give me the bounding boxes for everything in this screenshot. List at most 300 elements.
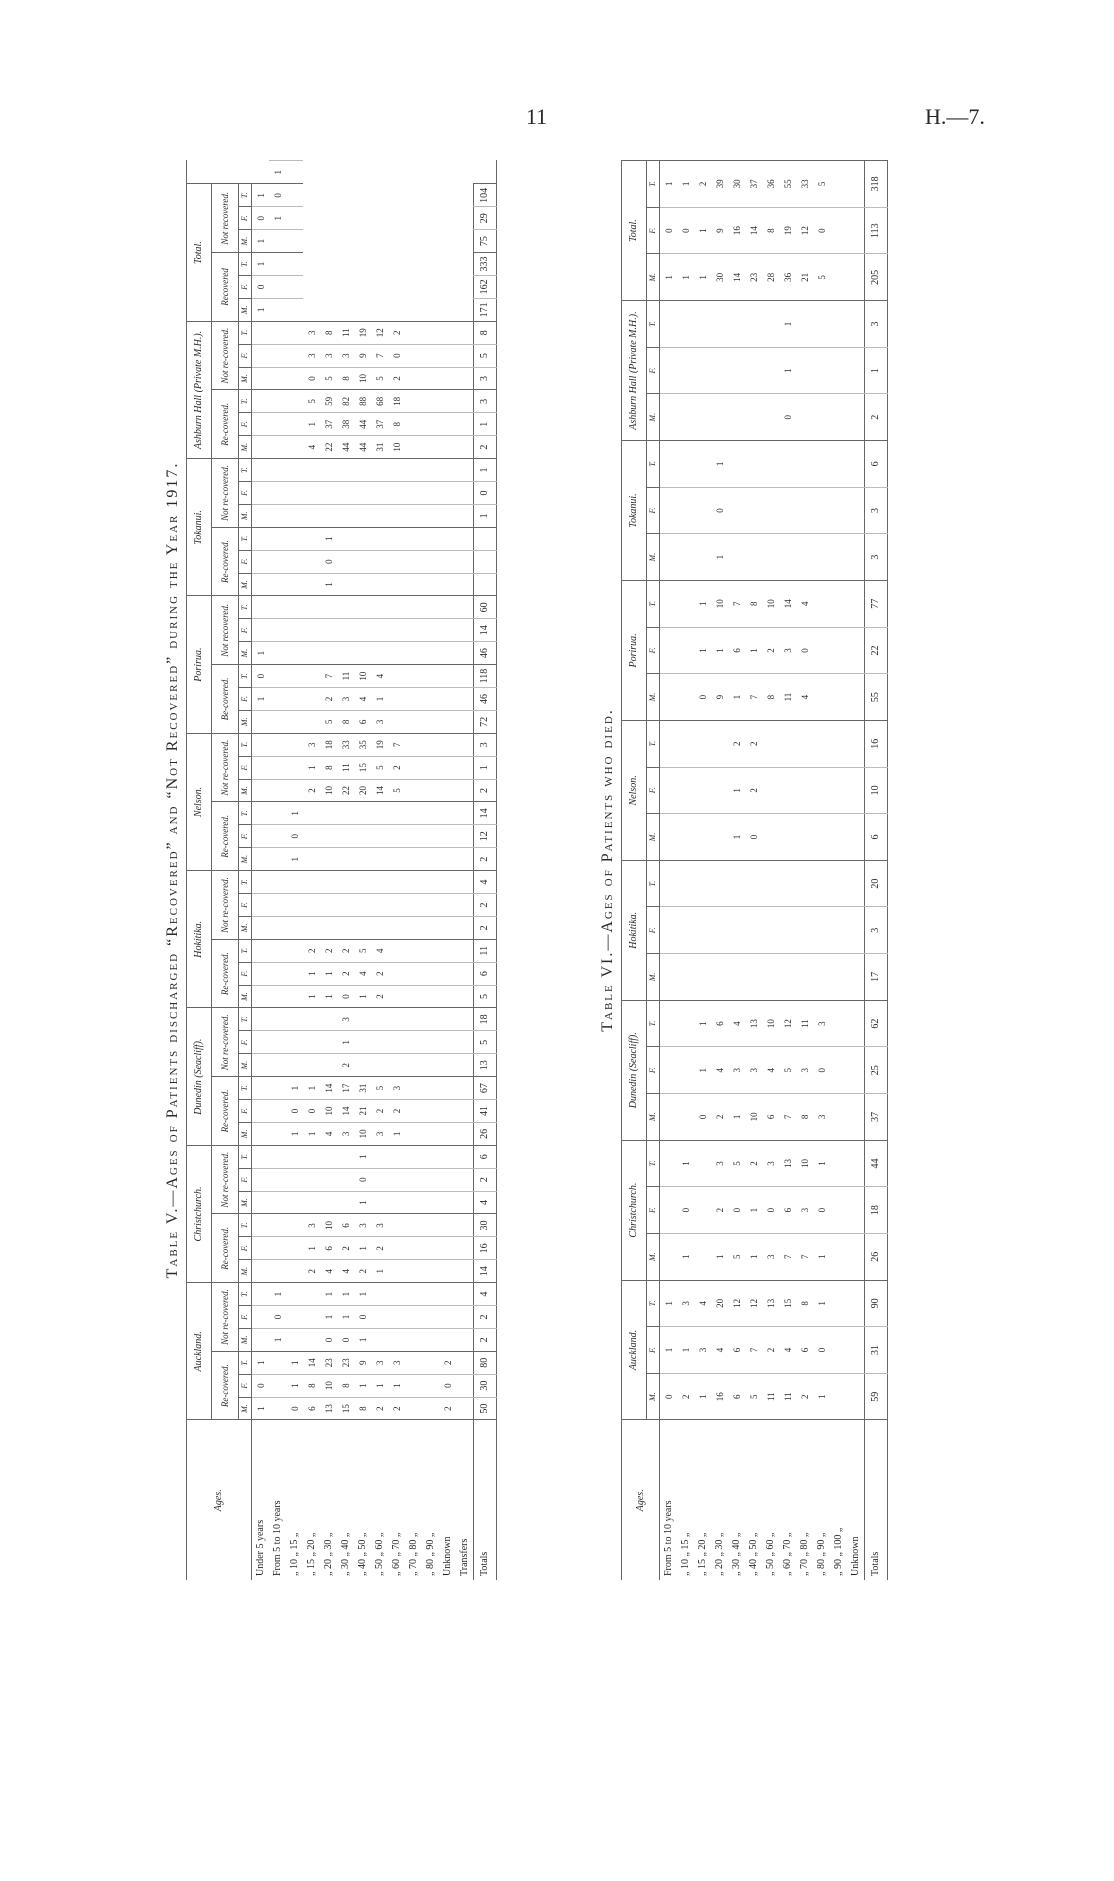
institution-header: Dunedin (Seacliff). bbox=[622, 1000, 647, 1140]
sex-header: T. bbox=[647, 1140, 660, 1187]
value-cell bbox=[269, 619, 286, 642]
value-cell bbox=[269, 1168, 286, 1191]
value-cell bbox=[354, 871, 371, 894]
value-cell bbox=[422, 985, 439, 1008]
value-cell bbox=[779, 954, 796, 1001]
sex-header: F. bbox=[647, 1047, 660, 1094]
value-cell bbox=[745, 860, 762, 907]
value-cell: 37 bbox=[320, 413, 337, 436]
value-cell bbox=[745, 441, 762, 488]
value-cell bbox=[762, 301, 779, 348]
value-cell bbox=[405, 1260, 422, 1283]
value-cell bbox=[405, 436, 422, 459]
value-cell bbox=[269, 1008, 286, 1031]
sex-header: T. bbox=[239, 390, 252, 413]
value-cell bbox=[371, 573, 388, 596]
age-label: From 5 to 10 years bbox=[269, 1420, 286, 1580]
sex-header: M. bbox=[239, 1397, 252, 1420]
value-cell bbox=[388, 1191, 405, 1214]
value-cell bbox=[354, 1031, 371, 1054]
value-cell: 28 bbox=[762, 254, 779, 301]
value-cell: 0 bbox=[337, 1328, 354, 1351]
value-cell: 16 bbox=[728, 207, 745, 254]
total-cell: 13 bbox=[474, 1054, 497, 1077]
value-cell bbox=[660, 720, 678, 767]
value-cell: 14 bbox=[320, 1077, 337, 1100]
institution-header: Auckland. bbox=[187, 1283, 212, 1420]
sex-header: M. bbox=[239, 1260, 252, 1283]
value-cell bbox=[660, 441, 678, 488]
value-cell bbox=[354, 596, 371, 619]
value-cell: 0 bbox=[813, 1327, 830, 1374]
total-cell: 26 bbox=[865, 1233, 888, 1280]
institution-header: Christchurch. bbox=[622, 1140, 647, 1280]
value-cell bbox=[303, 550, 320, 573]
value-cell bbox=[337, 550, 354, 573]
total-cell: 0 bbox=[474, 481, 497, 504]
value-cell bbox=[422, 1191, 439, 1214]
institution-header: Nelson. bbox=[187, 733, 212, 870]
sex-header: M. bbox=[239, 1122, 252, 1145]
value-cell bbox=[371, 550, 388, 573]
sex-header: T. bbox=[239, 253, 252, 276]
value-cell bbox=[847, 487, 865, 534]
sex-header: M. bbox=[239, 436, 252, 459]
value-cell bbox=[286, 1328, 303, 1351]
value-cell bbox=[320, 802, 337, 825]
value-cell bbox=[830, 207, 847, 254]
value-cell: 1 bbox=[677, 254, 694, 301]
value-cell bbox=[694, 1187, 711, 1234]
value-cell: 1 bbox=[320, 985, 337, 1008]
value-cell bbox=[269, 344, 286, 367]
value-cell: 1 bbox=[286, 1351, 303, 1374]
value-cell bbox=[830, 487, 847, 534]
value-cell: 11 bbox=[337, 321, 354, 344]
value-cell bbox=[252, 1260, 270, 1283]
value-cell: 38 bbox=[337, 413, 354, 436]
value-cell bbox=[847, 207, 865, 254]
age-label: „ 10 „ 15 „ bbox=[286, 1420, 303, 1580]
value-cell bbox=[694, 347, 711, 394]
value-cell: 2 bbox=[762, 627, 779, 674]
value-cell bbox=[422, 642, 439, 665]
value-cell: 7 bbox=[371, 344, 388, 367]
value-cell bbox=[422, 1100, 439, 1123]
value-cell bbox=[269, 298, 286, 321]
value-cell bbox=[252, 596, 270, 619]
value-cell: 8 bbox=[303, 1374, 320, 1397]
value-cell bbox=[422, 527, 439, 550]
value-cell bbox=[796, 347, 813, 394]
value-cell: 5 bbox=[354, 939, 371, 962]
sex-header: M. bbox=[647, 394, 660, 441]
value-cell bbox=[830, 627, 847, 674]
age-label: „ 80 „ 90 „ bbox=[813, 1420, 830, 1580]
value-cell bbox=[847, 627, 865, 674]
value-cell bbox=[269, 1374, 286, 1397]
sex-header: T. bbox=[239, 527, 252, 550]
value-cell bbox=[405, 848, 422, 871]
value-cell: 1 bbox=[728, 814, 745, 861]
value-cell: 10 bbox=[354, 367, 371, 390]
value-cell bbox=[286, 527, 303, 550]
value-cell bbox=[337, 848, 354, 871]
value-cell: 10 bbox=[762, 1000, 779, 1047]
subgroup-header: Not re-covered. bbox=[212, 321, 239, 390]
value-cell bbox=[439, 1077, 456, 1100]
value-cell bbox=[439, 733, 456, 756]
age-label: „ 50 „ 60 „ bbox=[762, 1420, 779, 1580]
value-cell: 1 bbox=[252, 642, 270, 665]
value-cell bbox=[320, 916, 337, 939]
value-cell: 68 bbox=[371, 390, 388, 413]
value-cell bbox=[660, 580, 678, 627]
value-cell bbox=[660, 1233, 678, 1280]
value-cell bbox=[456, 779, 474, 802]
total-cell: 2 bbox=[474, 779, 497, 802]
total-cell: 55 bbox=[865, 674, 888, 721]
value-cell bbox=[830, 394, 847, 441]
value-cell bbox=[439, 1100, 456, 1123]
value-cell bbox=[847, 534, 865, 581]
value-cell: 2 bbox=[711, 1187, 728, 1234]
value-cell: 1 bbox=[694, 254, 711, 301]
value-cell bbox=[388, 871, 405, 894]
sex-header: F. bbox=[239, 619, 252, 642]
value-cell bbox=[439, 825, 456, 848]
value-cell bbox=[422, 1031, 439, 1054]
age-label: „ 80 „ 90 „ bbox=[422, 1420, 439, 1580]
value-cell: 11 bbox=[337, 665, 354, 688]
value-cell: 5 bbox=[388, 779, 405, 802]
value-cell bbox=[252, 1214, 270, 1237]
value-cell bbox=[269, 1214, 286, 1237]
value-cell bbox=[439, 413, 456, 436]
value-cell bbox=[422, 916, 439, 939]
value-cell bbox=[269, 939, 286, 962]
value-cell: 8 bbox=[337, 367, 354, 390]
value-cell: 1 bbox=[303, 962, 320, 985]
value-cell bbox=[456, 504, 474, 527]
value-cell bbox=[371, 871, 388, 894]
value-cell bbox=[456, 1145, 474, 1168]
value-cell bbox=[303, 1145, 320, 1168]
value-cell bbox=[337, 504, 354, 527]
value-cell bbox=[677, 534, 694, 581]
value-cell bbox=[371, 1031, 388, 1054]
value-cell: 4 bbox=[371, 665, 388, 688]
value-cell: 1 bbox=[371, 688, 388, 711]
value-cell bbox=[388, 481, 405, 504]
value-cell bbox=[728, 487, 745, 534]
value-cell: 0 bbox=[252, 275, 270, 298]
value-cell bbox=[405, 1374, 422, 1397]
value-cell bbox=[286, 1031, 303, 1054]
value-cell bbox=[303, 1168, 320, 1191]
value-cell bbox=[405, 321, 422, 344]
value-cell bbox=[354, 504, 371, 527]
value-cell: 1 bbox=[252, 688, 270, 711]
value-cell bbox=[830, 1187, 847, 1234]
sex-header: T. bbox=[647, 580, 660, 627]
value-cell bbox=[286, 1054, 303, 1077]
total-cell: 104 bbox=[474, 184, 497, 207]
sex-header: M. bbox=[239, 779, 252, 802]
value-cell: 13 bbox=[762, 1280, 779, 1327]
value-cell bbox=[388, 1008, 405, 1031]
table-row bbox=[762, 161, 779, 1581]
total-cell: 4 bbox=[474, 871, 497, 894]
value-cell bbox=[830, 720, 847, 767]
value-cell bbox=[405, 504, 422, 527]
value-cell: 1 bbox=[694, 1047, 711, 1094]
value-cell bbox=[422, 367, 439, 390]
sex-header: F. bbox=[239, 481, 252, 504]
total-cell: 6 bbox=[865, 814, 888, 861]
value-cell: 1 bbox=[303, 1122, 320, 1145]
value-cell bbox=[796, 860, 813, 907]
value-cell bbox=[677, 720, 694, 767]
value-cell: 8 bbox=[762, 674, 779, 721]
total-cell: 16 bbox=[865, 720, 888, 767]
value-cell bbox=[320, 1031, 337, 1054]
value-cell: 2 bbox=[388, 367, 405, 390]
value-cell bbox=[456, 756, 474, 779]
total-cell: 205 bbox=[865, 254, 888, 301]
value-cell bbox=[252, 1283, 270, 1306]
sex-header: M. bbox=[239, 1191, 252, 1214]
value-cell bbox=[813, 860, 830, 907]
value-cell bbox=[830, 1140, 847, 1187]
value-cell bbox=[422, 894, 439, 917]
value-cell: 3 bbox=[711, 1140, 728, 1187]
value-cell: 5 bbox=[728, 1140, 745, 1187]
sex-header: T. bbox=[647, 441, 660, 488]
value-cell: 1 bbox=[252, 1397, 270, 1420]
sex-header: M. bbox=[239, 710, 252, 733]
value-cell bbox=[439, 481, 456, 504]
value-cell bbox=[456, 459, 474, 482]
value-cell bbox=[286, 184, 303, 207]
value-cell bbox=[303, 1031, 320, 1054]
table-row bbox=[456, 161, 474, 1581]
value-cell bbox=[337, 1168, 354, 1191]
value-cell bbox=[728, 860, 745, 907]
value-cell bbox=[813, 394, 830, 441]
value-cell: 1 bbox=[813, 1233, 830, 1280]
age-label: „ 20 „ 30 „ bbox=[711, 1420, 728, 1580]
value-cell bbox=[456, 367, 474, 390]
sex-header: T. bbox=[647, 161, 660, 208]
value-cell bbox=[796, 720, 813, 767]
value-cell bbox=[405, 459, 422, 482]
value-cell bbox=[830, 254, 847, 301]
value-cell bbox=[422, 756, 439, 779]
value-cell bbox=[354, 916, 371, 939]
value-cell bbox=[847, 441, 865, 488]
value-cell bbox=[405, 642, 422, 665]
sex-header: F. bbox=[647, 907, 660, 954]
value-cell bbox=[711, 860, 728, 907]
age-label: „ 30 „ 40 „ bbox=[337, 1420, 354, 1580]
table-row bbox=[677, 161, 694, 1581]
value-cell bbox=[847, 1000, 865, 1047]
value-cell bbox=[269, 413, 286, 436]
value-cell bbox=[439, 642, 456, 665]
value-cell bbox=[405, 916, 422, 939]
value-cell bbox=[745, 347, 762, 394]
subgroup-header: Re-covered. bbox=[212, 1351, 239, 1420]
table-row bbox=[694, 161, 711, 1581]
value-cell: 10 bbox=[762, 580, 779, 627]
value-cell: 14 bbox=[337, 1100, 354, 1123]
value-cell bbox=[439, 596, 456, 619]
value-cell: 31 bbox=[354, 1077, 371, 1100]
value-cell bbox=[320, 596, 337, 619]
value-cell: 4 bbox=[303, 436, 320, 459]
subgroup-header: Not re-covered. bbox=[212, 459, 239, 528]
value-cell bbox=[456, 1122, 474, 1145]
value-cell: 1 bbox=[660, 161, 678, 208]
value-cell: 1 bbox=[269, 1328, 286, 1351]
value-cell: 1 bbox=[354, 1191, 371, 1214]
value-cell bbox=[422, 733, 439, 756]
value-cell bbox=[269, 596, 286, 619]
value-cell: 82 bbox=[337, 390, 354, 413]
value-cell bbox=[439, 1260, 456, 1283]
value-cell bbox=[796, 907, 813, 954]
value-cell bbox=[405, 779, 422, 802]
value-cell: 1 bbox=[813, 1140, 830, 1187]
value-cell bbox=[422, 825, 439, 848]
value-cell bbox=[371, 1054, 388, 1077]
value-cell: 6 bbox=[728, 627, 745, 674]
value-cell: 1 bbox=[320, 1306, 337, 1329]
value-cell: 10 bbox=[796, 1140, 813, 1187]
value-cell bbox=[762, 441, 779, 488]
value-cell: 1 bbox=[303, 413, 320, 436]
value-cell bbox=[762, 534, 779, 581]
sex-header: T. bbox=[239, 1008, 252, 1031]
value-cell: 2 bbox=[303, 779, 320, 802]
value-cell: 1 bbox=[677, 1327, 694, 1374]
value-cell: 15 bbox=[337, 1397, 354, 1420]
value-cell bbox=[269, 962, 286, 985]
value-cell bbox=[303, 1008, 320, 1031]
value-cell bbox=[796, 534, 813, 581]
value-cell: 0 bbox=[813, 1047, 830, 1094]
total-cell: 31 bbox=[865, 1327, 888, 1374]
value-cell: 5 bbox=[745, 1373, 762, 1420]
value-cell bbox=[269, 275, 286, 298]
sex-header: M. bbox=[239, 504, 252, 527]
value-cell: 3 bbox=[354, 1214, 371, 1237]
value-cell bbox=[252, 367, 270, 390]
table-v bbox=[186, 160, 497, 1580]
value-cell bbox=[252, 527, 270, 550]
institution-header: Total. bbox=[622, 161, 647, 301]
value-cell: 59 bbox=[320, 390, 337, 413]
value-cell bbox=[252, 871, 270, 894]
table-row bbox=[269, 161, 286, 1581]
value-cell bbox=[422, 1351, 439, 1374]
total-cell: 2 bbox=[474, 894, 497, 917]
value-cell bbox=[320, 619, 337, 642]
value-cell: 2 bbox=[439, 1397, 456, 1420]
value-cell: 3 bbox=[303, 344, 320, 367]
value-cell: 7 bbox=[779, 1233, 796, 1280]
value-cell: 1 bbox=[711, 441, 728, 488]
value-cell: 8 bbox=[762, 207, 779, 254]
value-cell: 1 bbox=[728, 674, 745, 721]
value-cell bbox=[388, 642, 405, 665]
value-cell bbox=[762, 907, 779, 954]
value-cell: 3 bbox=[762, 1140, 779, 1187]
value-cell bbox=[439, 962, 456, 985]
value-cell: 1 bbox=[694, 1373, 711, 1420]
age-label: „ 50 „ 60 „ bbox=[371, 1420, 388, 1580]
page-number: 11 bbox=[526, 104, 548, 129]
institution-header: Porirua. bbox=[187, 596, 212, 733]
value-cell bbox=[354, 642, 371, 665]
value-cell bbox=[847, 814, 865, 861]
sex-header: F. bbox=[647, 627, 660, 674]
value-cell bbox=[439, 894, 456, 917]
value-cell bbox=[252, 459, 270, 482]
value-cell bbox=[354, 825, 371, 848]
value-cell: 0 bbox=[252, 1374, 270, 1397]
value-cell bbox=[660, 394, 678, 441]
value-cell: 5 bbox=[813, 161, 830, 208]
value-cell: 0 bbox=[320, 1328, 337, 1351]
value-cell: 1 bbox=[269, 161, 286, 184]
total-cell: 333 bbox=[474, 253, 497, 276]
value-cell bbox=[711, 814, 728, 861]
value-cell: 1 bbox=[388, 1122, 405, 1145]
total-cell: 67 bbox=[474, 1077, 497, 1100]
value-cell bbox=[830, 534, 847, 581]
value-cell bbox=[371, 802, 388, 825]
value-cell bbox=[677, 1047, 694, 1094]
value-cell bbox=[252, 344, 270, 367]
value-cell: 10 bbox=[711, 580, 728, 627]
value-cell: 1 bbox=[286, 1374, 303, 1397]
value-cell bbox=[456, 1237, 474, 1260]
value-cell bbox=[252, 825, 270, 848]
value-cell bbox=[269, 459, 286, 482]
value-cell: 3 bbox=[813, 1000, 830, 1047]
total-cell: 18 bbox=[865, 1187, 888, 1234]
value-cell bbox=[388, 1328, 405, 1351]
value-cell: 14 bbox=[779, 580, 796, 627]
value-cell: 4 bbox=[320, 1260, 337, 1283]
total-cell: 1 bbox=[474, 413, 497, 436]
value-cell bbox=[405, 1168, 422, 1191]
value-cell bbox=[422, 619, 439, 642]
value-cell bbox=[847, 161, 865, 208]
value-cell bbox=[303, 459, 320, 482]
value-cell: 1 bbox=[745, 627, 762, 674]
value-cell bbox=[796, 767, 813, 814]
value-cell bbox=[660, 627, 678, 674]
value-cell: 0 bbox=[286, 825, 303, 848]
value-cell: 3 bbox=[337, 1122, 354, 1145]
value-cell bbox=[422, 550, 439, 573]
value-cell bbox=[422, 871, 439, 894]
value-cell: 2 bbox=[388, 1100, 405, 1123]
sex-header: M. bbox=[647, 1373, 660, 1420]
